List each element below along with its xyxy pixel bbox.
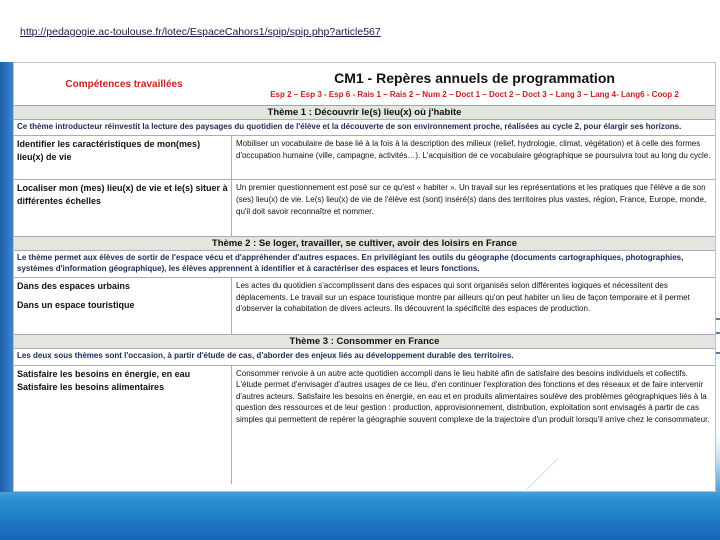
table-row: [14, 366, 715, 484]
table-row: [14, 136, 715, 180]
table-row: [14, 180, 715, 237]
competence-line: Satisfaire les besoins alimentaires: [17, 381, 165, 392]
theme-1-title: Thème 1 : Découvrir le(s) lieu(x) où j'habite: [14, 106, 715, 120]
page-title: CM1 - Repères annuels de programmation: [334, 69, 615, 86]
theme-3-title: Thème 3 : Consommer en France: [14, 335, 715, 349]
competence-line: Satisfaire les besoins en énergie, en eau: [17, 368, 191, 379]
table-row: [14, 278, 715, 335]
left-accent-bar: [0, 62, 13, 492]
theme-3-intro: Les deux sous thèmes sont l'occasion, à partir d'étude de cas, d'aborder des enjeux liés au développement durable des territoires.: [14, 349, 715, 365]
table-header: [14, 63, 715, 106]
row-description: Mobiliser un vocabulaire de base lié à la fois à la description des milieux (relief, hydrologie, climat, végétation) et à celle des formes d'occupation humaine (ville, campagne, activités…). L'acquisition de ce vocabulaire géographique se poursuivra tout au long du cycle.: [236, 139, 711, 160]
theme-2-intro: Le thème permet aux élèves de sortir de l'espace vécu et d'appréhender d'autres espaces. En privilégiant les outils du géographe (documents cartographiques, photographies, systèmes d'information géographique), les élèves apprennent à identifier et à caractériser des espaces et leurs fonctions.: [14, 251, 715, 278]
row-description: Un premier questionnement est posé sur ce qu'est « habiter ». Un travail sur les représentations et les pratiques que l'élève a de son (ses) lieu(x) de vie. Le(s) lieu(x) de vie de l'élève est (sont) inséré(s) dans des territoires plus vastes, région, France, Europe, monde, qu'il doit savoir reconnaître et nommer.: [236, 183, 707, 216]
theme-1-intro: Ce thème introducteur réinvestit la lecture des paysages du quotidien de l'élève et la découverte de son environnement proche, réalisées au cycle 2, pour élargir ses horizons.: [14, 120, 715, 136]
theme-2-title: Thème 2 : Se loger, travailler, se cultiver, avoir des loisirs en France: [14, 237, 715, 251]
row-competence: Localiser mon (mes) lieu(x) de vie et le(s) situer à différentes échelles: [14, 180, 232, 236]
competence-line: Dans des espaces urbains: [17, 281, 131, 292]
edge-mark: [716, 352, 720, 354]
competences-label: Compétences travaillées: [65, 78, 183, 90]
row-description: Consommer renvoie à un autre acte quotidien accompli dans le lieu habité afin de satisfaire des besoins individuels et collectifs. L'étude permet d'envisager d'autres usages de ce lieu, d'en continuer l'exploration des fonctions et des réseaux et de faire intervenir d'autres acteurs. Satisfaire les besoins en énergie, en eau et en produits alimentaires soulève des problèmes géographiques liés à la question des ressources et de leur gestion : production, approvisionnement, distribution, exploitation sont envisagés à partir de cas simples qui permettent de repérer la géographie souvent complexe de la trajectoire d'un produit lorsqu'il arrive chez le consommateur.: [236, 368, 710, 424]
header-title-block: [234, 63, 715, 105]
source-url-link[interactable]: http://pedagogie.ac-toulouse.fr/lotec/EspaceCahors1/spip/spip.php?article567: [20, 26, 381, 38]
row-competence: [14, 278, 232, 334]
row-competence: [14, 366, 232, 484]
row-competence: Identifier les caractéristiques de mon(mes) lieu(x) de vie: [14, 136, 232, 179]
row-description: Les actes du quotidien s'accomplissent dans des espaces qui sont organisés selon différentes logiques et nécessitent des déplacements. Le travail sur un espace touristique montre par ailleurs qu'on peut habiter un lieu de façon temporaire et il permet d'observer la cohabitation de divers acteurs. Ils découvrent la spécificité des espaces de production.: [236, 281, 690, 314]
edge-mark: [716, 332, 720, 334]
programming-table: [13, 62, 716, 492]
competences-codes: Esp 2 – Esp 3 - Esp 6 - Rais 1 – Rais 2 – Num 2 – Doct 1 – Doct 2 – Doct 3 – Lang 3 – Lang 4- Lang6 - Coop 2: [270, 89, 679, 99]
edge-mark: [716, 318, 720, 320]
competence-line: Dans un espace touristique: [17, 300, 135, 311]
